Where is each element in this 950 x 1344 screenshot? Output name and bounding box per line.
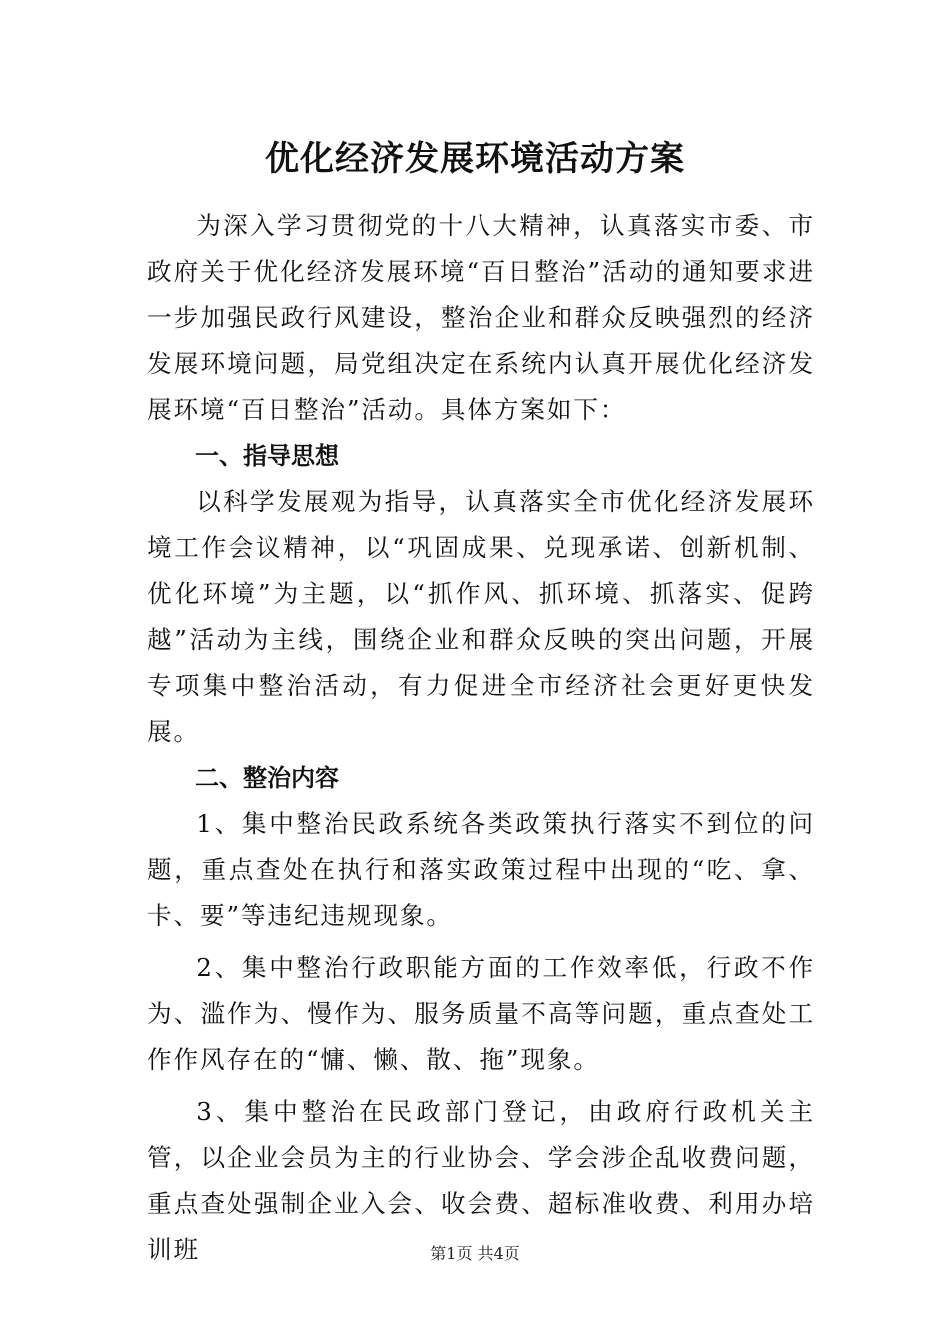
guiding-thought-paragraph: 以科学发展观为指导，认真落实全市优化经济发展环境工作会议精神，以“巩固成果、兑现承诺、创新机制、优化环境”为主题，以“抓作风、抓环境、抓落实、促跨越”活动为主线，围绕企业和群众反映的突出问题，开展专项集中整治活动，有力促进全市经济社会更好更快发展。 [147,487,815,746]
page-number-footer: 第1页 共4页 [430,1244,520,1263]
content-item-3: 3、集中整治在民政部门登记，由政府行政机关主管，以企业会员为主的行业协会、学会涉企乱收费问题，重点查处强制企业入会、收会费、超标准收费、利用办培训班 [147,1097,815,1264]
content-item-2: 2、集中整治行政职能方面的工作效率低，行政不作为、滥作为、慢作为、服务质量不高等问题，重点查处工作作风存在的“慵、懒、散、拖”现象。 [147,953,815,1074]
section-heading-rectification-content: 二、整治内容 [195,764,339,792]
content-item-1: 1、集中整治民政系统各类政策执行落实不到位的问题，重点查处在执行和落实政策过程中出现的“吃、拿、卡、要”等违纪违规现象。 [147,809,815,930]
intro-paragraph: 为深入学习贯彻党的十八大精神，认真落实市委、市政府关于优化经济发展环境“百日整治”活动的通知要求进一步加强民政行风建设，整治企业和群众反映强烈的经济发展环境问题，局党组决定在系统内认真开展优化经济发展环境“百日整治”活动。具体方案如下： [147,211,815,424]
document-body [147,203,815,1273]
section-heading-guiding-thought: 一、指导思想 [195,442,339,470]
document-title: 优化经济发展环境活动方案 [265,139,685,179]
